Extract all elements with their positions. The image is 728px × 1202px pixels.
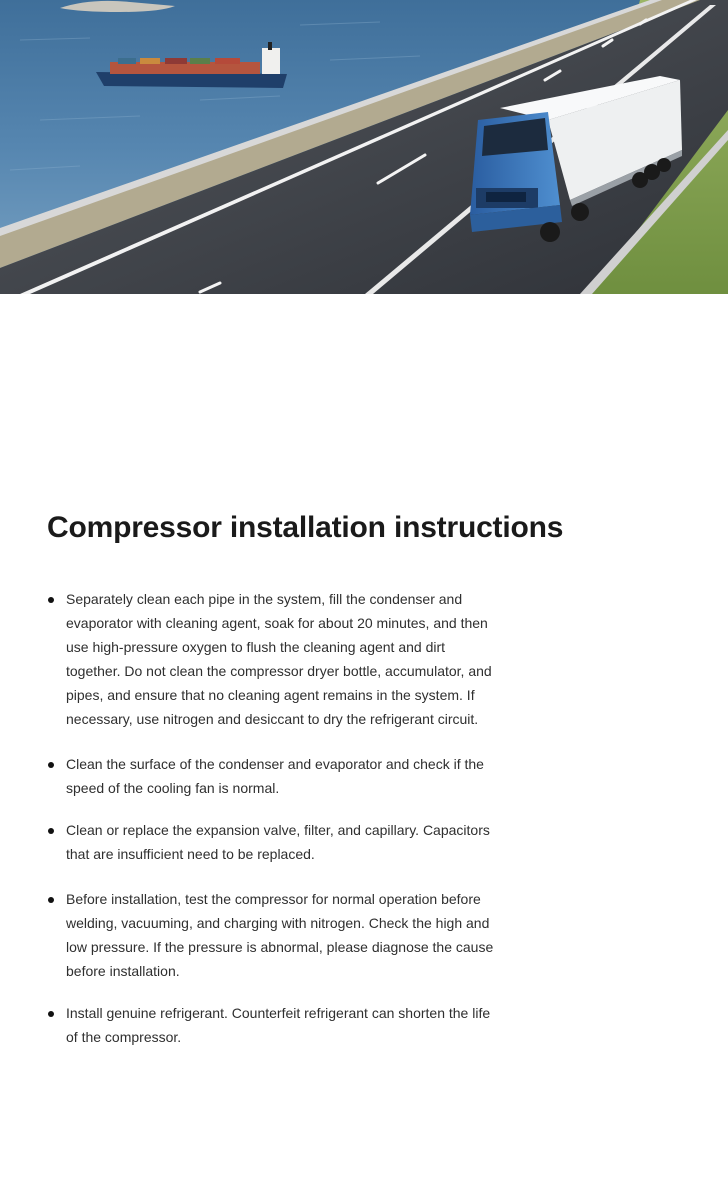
hero-banner-image [0,0,728,294]
page-title: Compressor installation instructions [47,511,564,544]
list-item [47,587,497,731]
bullet-icon [48,828,54,834]
bullet-icon [48,762,54,768]
list-item-text: Install genuine refrigerant. Counterfeit refrigerant can shorten the life of the compressor. [66,1005,491,1045]
bullet-icon [48,897,54,903]
truck-highway-illustration [0,0,728,294]
list-item [47,752,497,800]
list-item-text: Clean the surface of the condenser and evaporator and check if the speed of the cooling fan is normal. [66,756,484,796]
instruction-list [47,587,497,1049]
list-item [47,1001,497,1049]
bullet-icon [48,597,54,603]
list-item-text: Separately clean each pipe in the system, fill the condenser and evaporator with cleaning agent, soak for about 20 minutes, and then use high-pressure oxygen to flush the cleaning agent and dirt together. Do not clean the compressor dryer bottle, accumulator, and pipes, and ensure that no cleaning agent remains in the system. If necessary, use nitrogen and desiccant to dry the refrigerant circuit. [66,591,492,727]
list-item [47,887,497,983]
bullet-icon [48,1011,54,1017]
list-item-text: Before installation, test the compressor for normal operation before welding, vacuuming, and charging with nitrogen. Check the high and low pressure. If the pressure is abnormal, please diagnose the cause before installation. [66,891,494,979]
list-item-text: Clean or replace the expansion valve, filter, and capillary. Capacitors that are insufficient need to be replaced. [66,822,490,862]
list-item [47,818,497,866]
